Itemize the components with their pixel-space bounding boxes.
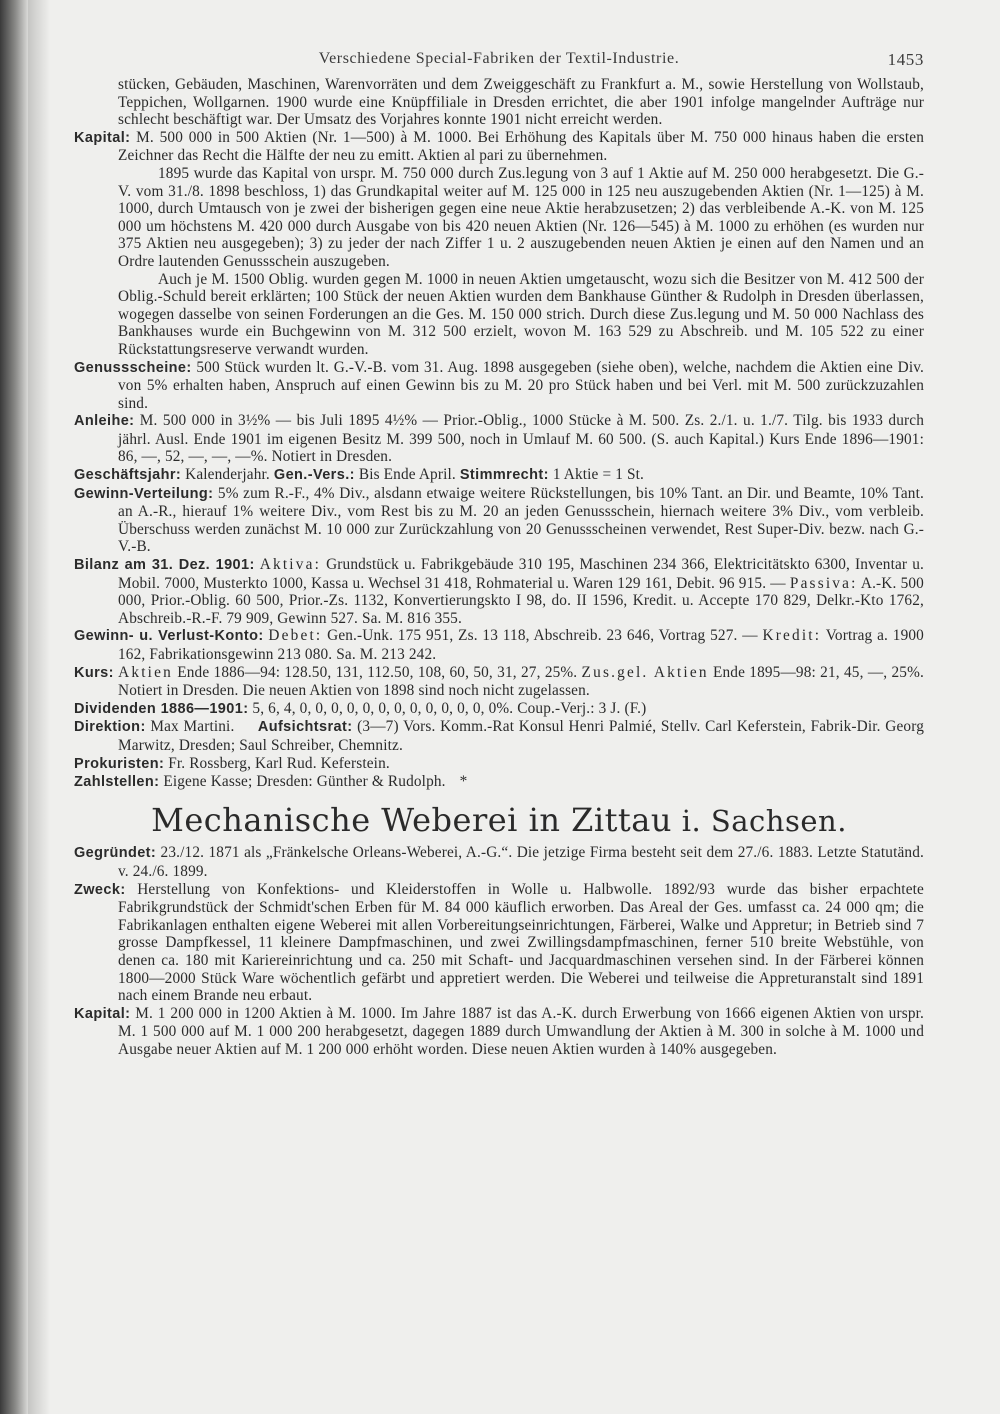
genvers-text: Bis Ende April. xyxy=(358,466,456,484)
anleihe-label: Anleihe: xyxy=(74,413,135,430)
entry2-gegruendet xyxy=(74,844,924,880)
aufsichtsrat-label: Aufsichtsrat: xyxy=(257,719,353,736)
entry1-geschaeftsjahr xyxy=(74,466,924,485)
entry2-kapital xyxy=(74,1005,924,1059)
stimmrecht-label: Stimmrecht: xyxy=(459,467,549,484)
entry-end-mark: * xyxy=(459,773,468,791)
company-name: Mechanische Weberei in Zittau xyxy=(151,800,672,839)
kurs-aktien-label: Aktien xyxy=(118,663,173,681)
entry1-kurs xyxy=(74,664,924,700)
guv-kredit-label: Kredit: xyxy=(762,627,822,645)
dividenden-text: 5, 6, 4, 0, 0, 0, 0, 0, 0, 0, 0, 0, 0, 0, 0, 0%. Coup.-Verj.: 3 J. (F.) xyxy=(252,699,647,717)
bilanz-aktiva-text: Grundstück u. Fabrikgebäude 310 195, Maschinen 234 366, Elektricitätskto 6300, Inventar u. Mobil. 7000, Musterkto 1000, Kassa u. Wechsel 31 418, Rohmaterial u. Waren 129 161, Debit. 96 915. — xyxy=(118,556,924,592)
zweck-label: Zweck: xyxy=(74,881,126,898)
gegruendet-text: 23./12. 1871 als „Fränkelsche Orleans-Weberei, A.-G.“. Die jetzige Firma besteht seit dem 27./6. 1883. Letzte Statutänd. v. 24./6. 1899. xyxy=(118,844,925,880)
guv-label: Gewinn- u. Verlust-Konto: xyxy=(74,628,264,645)
kurs-zusgel-label: Zus.gel. Aktien xyxy=(581,663,709,681)
entry1-bilanz xyxy=(74,556,924,627)
zahlstellen-label: Zahlstellen: xyxy=(74,774,160,791)
entry1-prokuristen xyxy=(74,755,924,774)
direktion-label: Direktion: xyxy=(74,719,146,736)
bilanz-passiva-label: Passiva: xyxy=(789,574,858,592)
document-page xyxy=(74,50,924,1058)
kurs-text-2: Ende 1895—98: 21, 45, —, 25%. Notiert in Dresden. Die neuen Aktien von 1898 sind noch nicht zugelassen. xyxy=(118,663,924,700)
gewinn-verteilung-label: Gewinn-Verteilung: xyxy=(74,485,214,502)
anleihe-text: M. 500 000 in 3½% — bis Juli 1895 4½% — Prior.-Oblig., 1000 Stücke à M. 500. Zs. 2./1. u. 1./7. Tilg. bis 1933 durch jährl. Ausl. Ende 1901 im eigenen Besitz M. 399 500, noch in Umlauf M. 60 500. (S. auch Kapital.) Kurs Ende 1896—1901: 86, —, 52, —, —, —%. Notiert in Dresden. xyxy=(118,412,924,466)
entry1-kapital xyxy=(74,129,924,165)
stimmrecht-text: 1 Aktie = 1 St. xyxy=(552,466,645,484)
entry1-gewinn-verlust xyxy=(74,627,924,663)
running-title: Verschiedene Special-Fabriken der Textil-Industrie. xyxy=(318,50,680,67)
dividenden-label: Dividenden 1886—1901: xyxy=(74,700,249,717)
entry1-direktion xyxy=(74,718,924,754)
guv-debet-text: Gen.-Unk. 175 951, Zs. 13 118, Abschreib. 23 646, Vortrag 527. — xyxy=(327,627,758,645)
zweck-text: Herstellung von Konfektions- und Kleiderstoffen in Wolle u. Halbwolle. 1892/93 wurde das bisher erpachtete Fabrikgrundstück der Schmidt'schen Erben für M. 84 000 käuflich erworben. Das Areal der Ges. umfasst ca. 24 000 qm; die Fabrikanlagen enthalten eigene Weberei mit allen Vorbereitungseinrichtungen, Färberei, Walke und Appretur; in Betrieb sind 7 grosse Dampfkessel, 11 kleinere Dampfmaschinen, und zwei Zwillingsdampfmaschinen, ferner 510 breite Webstühle, von denen ca. 180 mit Kariereinrichtung und ca. 250 mit Schaft- und Jacquardmaschinen versehen sind. In der Färberei können 1800—2000 Stück Ware wöchentlich gefärbt und appretiert werden. Die Weberei und teilweise die Appreturanstalt sind 1891 nach einem Brande neu erbaut. xyxy=(118,880,924,1005)
prokuristen-label: Prokuristen: xyxy=(74,755,165,772)
kapital-label: Kapital: xyxy=(74,129,131,146)
entry1-zahlstellen xyxy=(74,773,924,792)
bilanz-label: Bilanz am 31. Dez. 1901: xyxy=(74,557,255,574)
aufsichtsrat-text: (3—7) Vors. Komm.-Rat Konsul Henri Palmié, Stellv. Carl Keferstein, Fabrik-Dir. Georg Marwitz, Dresden; Saul Schreiber, Chemnitz. xyxy=(118,718,925,754)
entry2-zweck xyxy=(74,881,924,1005)
bilanz-passiva-text: A.-K. 500 000, Prior.-Oblig. 60 500, Prior.-Zs. 1132, Konvertierungskto I 98, do. II 1596, Kredit. u. Accepte 170 829, Delkr.-Kto 1762, Abschreib.-R.-F. 79 909, Gewinn 527. Sa. M. 816 355. xyxy=(118,574,924,627)
genussscheine-label: Genussscheine: xyxy=(74,359,192,376)
guv-debet-label: Debet: xyxy=(268,627,323,645)
genvers-label: Gen.-Vers.: xyxy=(273,467,355,484)
entry2-kapital-label: Kapital: xyxy=(74,1005,131,1022)
entry1-genussscheine xyxy=(74,359,924,413)
zahlstellen-text: Eigene Kasse; Dresden: Günther & Rudolph. xyxy=(163,773,446,791)
entry2-kapital-text: M. 1 200 000 in 1200 Aktien à M. 1000. Im Jahre 1887 ist das A.-K. durch Erwerbung von 1666 eigenen Aktien von urspr. M. 1 500 000 auf M. 1 000 200 herabgesetzt, dagegen 1889 durch Umwandlung der Aktien à M. 300 in solche à M. 1000 und Ausgabe neuer Aktien auf M. 1 200 000 erhöht worden. Diese neuen Aktien wurden à 140% ausgegeben. xyxy=(118,1004,924,1058)
entry1-intro: stücken, Gebäuden, Maschinen, Warenvorräten und dem Zweiggeschäft zu Frankfurt a. M., sowie Herstellung von Wollstaub, Teppichen, Wollgarnen. 1900 wurde eine Knüpffiliale in Dresden errichtet, die aber 1901 infolge mangelnder Aufträge nur schlecht beschäftigt war. Der Umsatz des Vorjahres konnte 1901 nicht erreicht werden. xyxy=(118,76,924,129)
scan-shadow xyxy=(28,0,50,1414)
page-number: 1453 xyxy=(887,50,924,69)
gegruendet-label: Gegründet: xyxy=(74,845,157,862)
gewinn-verteilung-text: 5% zum R.-F., 4% Div., alsdann etwaige weitere Rückstellungen, bis 10% Tant. an Dir. und Beamte, 10% Tant. an A.-R., hierauf 1% weitere Div., vom Rest bis zu M. 20 an jeden Genussschein, hiernach weitere 3% Div., vom verbleib. Überschuss werden zunächst M. 10 000 zur Zurückzahlung von 20 Genussscheinen verwendet, Rest Super-Div. bezw. nach G.-V.-B. xyxy=(118,484,924,556)
entry1-anleihe xyxy=(74,412,924,466)
running-header xyxy=(74,50,924,76)
scan-binding-edge xyxy=(0,0,28,1414)
company-heading xyxy=(74,800,924,839)
entry1-dividenden xyxy=(74,700,924,719)
direktion-text: Max Martini. xyxy=(150,718,235,736)
bilanz-aktiva-label: Aktiva: xyxy=(259,556,322,574)
entry1-gewinn-verteilung xyxy=(74,485,924,556)
entry1-kapital-p2: 1895 wurde das Kapital von urspr. M. 750 000 durch Zus.legung von 3 auf 1 Aktie auf M. 250 000 herabgesetzt. Die G.-V. vom 31./8. 1898 beschloss, 1) das Grundkapital weiter auf M. 125 000 in 125 neu auszugebenden Aktien (Nr. 1—125) à M. 1000, durch Umtausch von je zwei der bisherigen gegen eine neue Aktie herabzusetzen; 2) das verbleibende A.-K. von M. 125 000 um höchstens M. 420 000 durch Ausgabe von bis 420 neuen Aktien (Nr. 126—545) à M. 1000 zu erhöhen (es wurden nur 375 Aktien neu ausgegeben); 3) zu jeder der nach Ziffer 1 u. 2 auszugebenden neuen Aktien je einen auf den Namen und an Ordre lautenden Genussschein auszugeben. xyxy=(118,164,924,270)
kapital-text: M. 500 000 in 500 Aktien (Nr. 1—500) à M. 1000. Bei Erhöhung des Kapitals über M. 750 000 hinaus haben die ersten Zeichner das Recht die Hälfte der neu zu emitt. Aktien al pari zu übernehmen. xyxy=(118,128,924,165)
kurs-label: Kurs: xyxy=(74,664,114,681)
document-body xyxy=(74,76,924,1058)
prokuristen-text: Fr. Rossberg, Karl Rud. Keferstein. xyxy=(168,754,390,772)
geschaeftsjahr-label: Geschäftsjahr: xyxy=(74,467,182,484)
geschaeftsjahr-text: Kalenderjahr. xyxy=(185,466,270,484)
genussscheine-text: 500 Stück wurden lt. G.-V.-B. vom 31. Aug. 1898 ausgegeben (siehe oben), welche, nachdem die Aktien eine Div. von 5% erhalten haben, Anspruch auf einen Gewinn bis zu M. 20 pro Stück haben und bei Verl. mit M. 500 zurückzuzahlen sind. xyxy=(118,358,924,412)
kurs-text: Ende 1886—94: 128.50, 131, 112.50, 108, 60, 50, 31, 27, 25%. xyxy=(177,663,578,681)
entry1-kapital-p3: Auch je M. 1500 Oblig. wurden gegen M. 1000 in neuen Aktien umgetauscht, wozu sich die Besitzer von M. 412 500 der Oblig.-Schuld bereit erklärten; 100 Stück der neuen Aktien wurden dem Bankhause Günther & Rudolph in Dresden überlassen, wogegen dasselbe von seinen Forderungen an die Ges. M. 150 000 strich. Durch diese Zus.legung und M. 50 000 Nachlass des Bankhauses wurde ein Buchgewinn von M. 312 500 erzielt, wovon M. 163 529 zu Abschreib. und M. 105 522 zu einer Rückstattungsreserve verwandt wurden. xyxy=(118,270,924,358)
company-location: i. Sachsen. xyxy=(681,803,847,838)
guv-kredit-text: Vortrag a. 1900 162, Fabrikationsgewinn 213 080. Sa. M. 213 242. xyxy=(118,627,924,663)
